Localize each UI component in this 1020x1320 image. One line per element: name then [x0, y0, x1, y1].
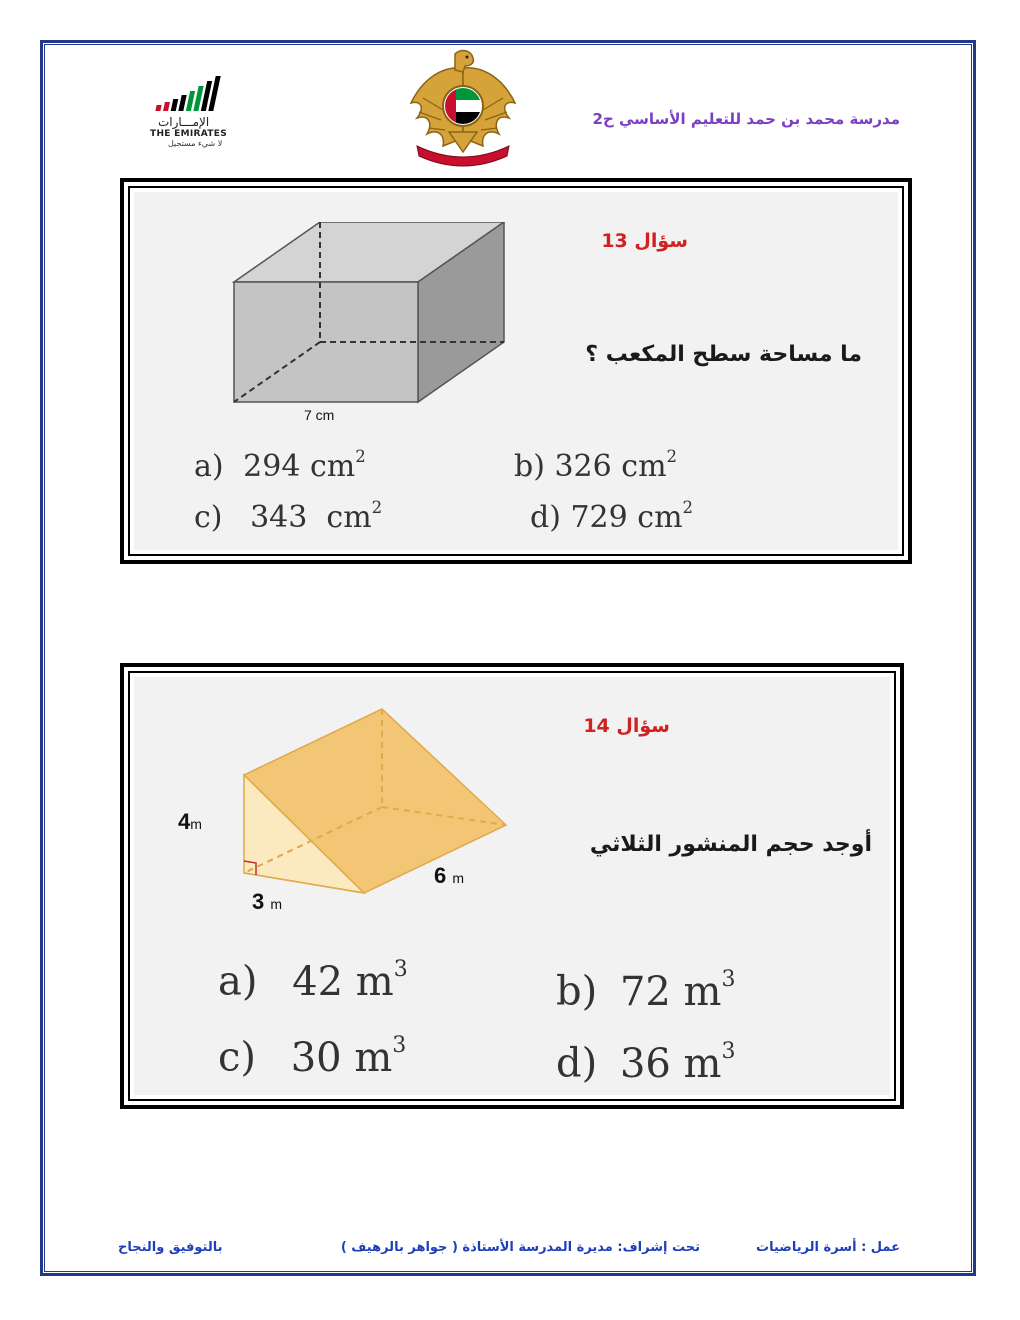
q13-option-a[interactable] [194, 447, 366, 484]
q14-option-c-value: 30 m [290, 1034, 393, 1081]
q14-option-b-value: 72 m [619, 968, 722, 1015]
question-14-title: سؤال 14 [583, 715, 670, 737]
q14-option-c-exponent: 3 [392, 1033, 407, 1058]
question-14-text: أوجد حجم المنشور الثلاثي [589, 832, 872, 857]
q13-option-a-value: 294 cm [243, 449, 356, 485]
q13-option-c-exponent: 2 [371, 498, 383, 517]
emirates-logo-arabic: الإمـــارات [158, 115, 210, 129]
q13-option-b-exponent: 2 [666, 447, 678, 466]
q13-option-d[interactable] [530, 498, 693, 535]
emirates-logo-english: THE EMIRATES [150, 129, 227, 139]
prism-length-number: 6 [434, 863, 447, 888]
q13-option-c[interactable] [194, 498, 382, 535]
q14-option-c-letter: c) [218, 1034, 257, 1081]
q14-option-c[interactable] [218, 1033, 406, 1081]
prism-height-number: 4 [178, 809, 191, 834]
footer-credit: عمل : أسرة الرياضيات [756, 1240, 900, 1255]
q13-option-b[interactable] [514, 447, 677, 484]
q14-option-a-letter: a) [218, 958, 258, 1005]
q14-option-a[interactable] [218, 957, 408, 1005]
q14-option-d-value: 36 m [619, 1040, 722, 1087]
q14-option-d-letter: d) [556, 1040, 598, 1087]
q13-option-c-value: 343 cm [250, 500, 372, 536]
prism-length-unit: m [452, 870, 465, 886]
q13-option-b-value: 326 cm [554, 449, 667, 485]
q13-option-a-exponent: 2 [355, 447, 366, 466]
prism-length-label [434, 863, 464, 889]
footer-wish: بالتوفيق والنجاح [118, 1240, 223, 1255]
uae-eagle-emblem-icon [403, 48, 523, 168]
question-13-panel [134, 192, 898, 550]
q14-option-d-exponent: 3 [721, 1039, 736, 1064]
prism-height-label [178, 809, 202, 835]
q14-option-d[interactable] [556, 1039, 735, 1087]
prism-height-unit: m [190, 816, 202, 832]
prism-base-label [252, 889, 282, 915]
question-13-card [120, 178, 912, 564]
q13-option-c-letter: c) [194, 500, 223, 536]
question-14-card [120, 663, 904, 1109]
q14-option-b-exponent: 3 [721, 967, 736, 992]
q13-option-b-letter: b) [514, 449, 545, 485]
cube-icon [224, 222, 524, 422]
prism-base-unit: m [270, 896, 283, 912]
emirates-logo-tagline: لا شيء مستحيل [168, 139, 223, 148]
q13-option-a-letter: a) [194, 449, 224, 485]
triangular-prism-icon [234, 697, 524, 897]
footer-supervision: تحت إشراف: مديرة المدرسة الأستاذة ( جواهر بالرهيف ) [340, 1240, 700, 1255]
question-14-panel [134, 677, 890, 1095]
the-emirates-logo [150, 75, 250, 165]
question-13-text: ما مساحة سطح المكعب ؟ [585, 342, 862, 367]
question-13-title: سؤال 13 [601, 230, 688, 252]
q14-option-b[interactable] [556, 967, 735, 1015]
q13-option-d-letter: d) [530, 500, 561, 536]
q13-option-d-value: 729 cm [570, 500, 683, 536]
cube-edge-label: 7 cm [304, 407, 335, 423]
q14-option-a-value: 42 m [292, 958, 394, 1005]
school-name: مدرسة محمد بن حمد للتعليم الأساسي ح2 [592, 110, 900, 128]
q13-option-d-exponent: 2 [682, 498, 694, 517]
q14-option-b-letter: b) [556, 968, 598, 1015]
q14-option-a-exponent: 3 [393, 957, 408, 982]
emirates-bars-icon [156, 75, 250, 111]
prism-base-number: 3 [252, 889, 265, 914]
